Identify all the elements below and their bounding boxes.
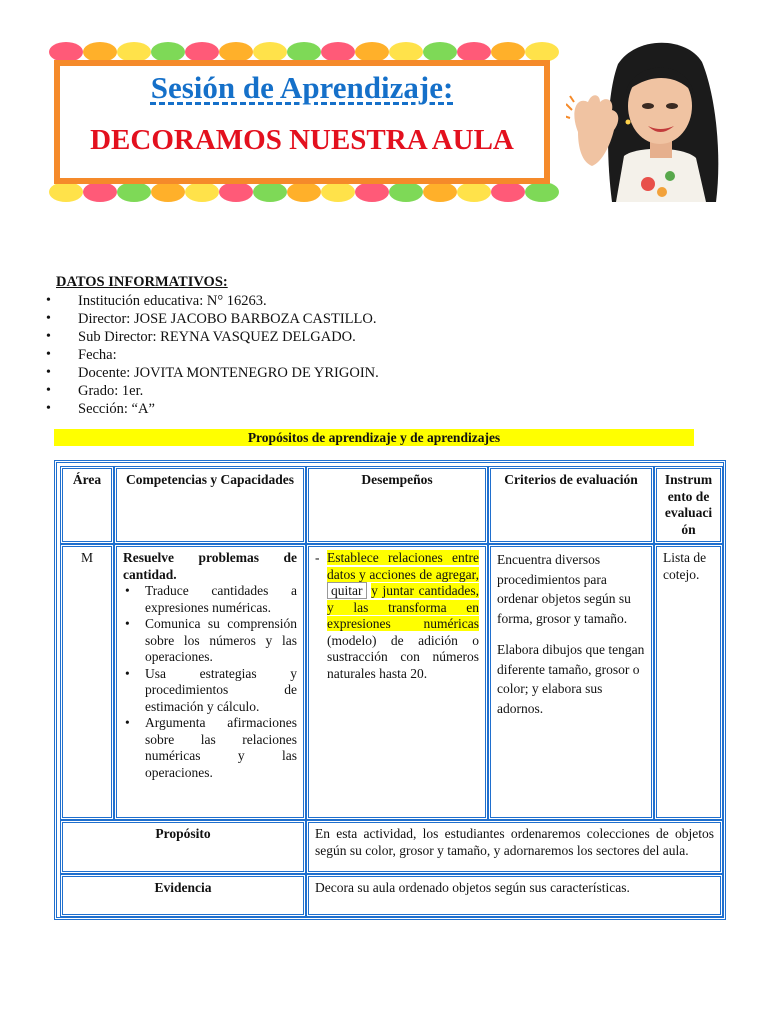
title-frame <box>54 60 550 184</box>
datos-informativos <box>42 272 462 418</box>
list-item: • Grado: 1er. <box>42 382 462 400</box>
cell-criterios <box>488 544 654 820</box>
competencia-title: Resuelve problemas de cantidad. <box>123 550 297 582</box>
header-criterios: Criterios de evaluación <box>488 466 654 544</box>
list-item: • Argumenta afirmaciones sobre las relaciones numéricas y las operaciones. <box>123 715 297 781</box>
datos-list <box>42 292 462 418</box>
criterio-item: Elabora dibujos que tengan diferente tamaño, grosor o color; y elabora sus adornos. <box>497 642 645 716</box>
desempeno-quitar: quitar <box>327 582 367 599</box>
session-title: Sesión de Aprendizaje: <box>150 70 454 105</box>
header-competencias: Competencias y Capacidades <box>114 466 306 544</box>
desempeno-dash: - <box>315 550 320 565</box>
teacher-illustration <box>566 36 726 202</box>
desempeno-text: (modelo) de adición o sustracción con números naturales hasta 20. <box>327 632 479 681</box>
list-item: • Sección: “A” <box>42 400 462 418</box>
cell-competencias <box>114 544 306 820</box>
desempeno-highlight: Establece relaciones entre datos y acciones de agregar, <box>327 550 479 582</box>
list-item: • Traduce cantidades a expresiones numéricas. <box>123 583 297 616</box>
cell-instrumento: Lista de cotejo. <box>654 544 723 820</box>
desempeno-highlight: y juntar cantidades, y las transforma en expresiones numéricas <box>327 583 479 631</box>
proposito-text: En esta actividad, los estudiantes ordenaremos colecciones de objetos según su color, grosor y tamaño, y adornaremos los sectores del aula. <box>306 820 723 874</box>
list-item: • Sub Director: REYNA VASQUEZ DELGADO. <box>42 328 462 346</box>
proposito-label: Propósito <box>60 820 306 874</box>
list-item: • Comunica su comprensión sobre los números y las operaciones. <box>123 616 297 666</box>
session-subtitle: DECORAMOS NUESTRA AULA <box>90 124 514 156</box>
list-item: • Fecha: <box>42 346 462 364</box>
capacidades-list <box>123 583 297 781</box>
evidencia-text: Decora su aula ordenado objetos según sus características. <box>306 874 723 917</box>
learning-table <box>54 460 726 920</box>
evidencia-label: Evidencia <box>60 874 306 917</box>
criterio-item: Encuentra diversos procedimientos para ordenar objetos según su forma, grosor y tamaño. <box>497 552 631 626</box>
list-item: • Director: JOSE JACOBO BARBOZA CASTILLO. <box>42 310 462 328</box>
header-instrumento: Instrum ento de evaluaci ón <box>654 466 723 544</box>
header-area: Área <box>60 466 114 544</box>
list-item: • Institución educativa: N° 16263. <box>42 292 462 310</box>
datos-title: DATOS INFORMATIVOS: <box>56 274 228 290</box>
cell-desempenos <box>306 544 488 820</box>
list-item: • Docente: JOVITA MONTENEGRO DE YRIGOIN. <box>42 364 462 382</box>
purposes-heading: Propósitos de aprendizaje y de aprendizajes <box>54 429 694 446</box>
list-item: • Usa estrategias y procedimientos de estimación y cálculo. <box>123 666 297 716</box>
header-desempenos: Desempeños <box>306 466 488 544</box>
header-banner <box>48 40 562 204</box>
cell-area: M <box>60 544 114 820</box>
